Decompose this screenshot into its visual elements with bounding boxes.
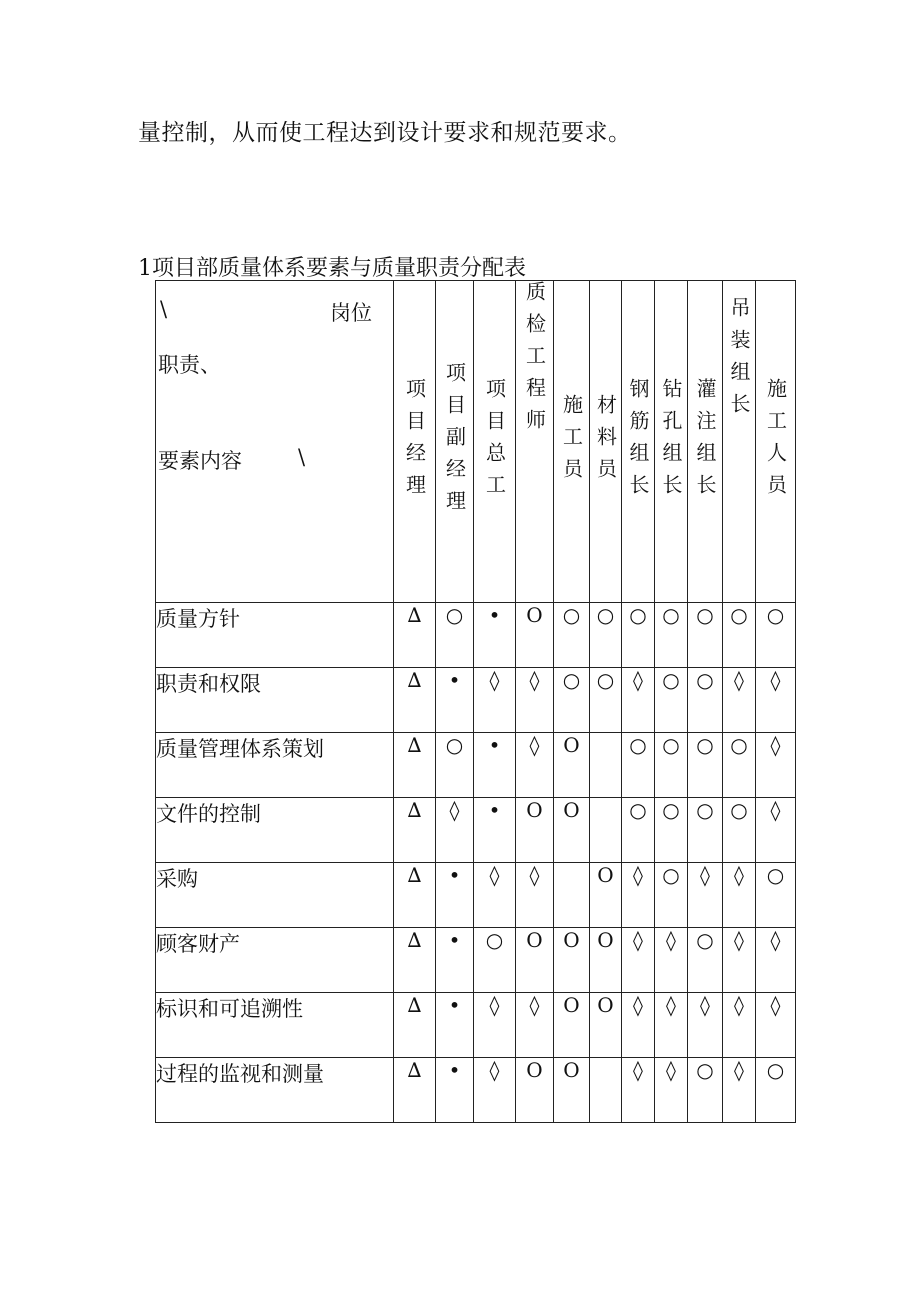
responsibility-cell: ◊ [756,928,796,993]
responsibility-cell: ○ [688,798,723,863]
responsibility-cell [590,733,622,798]
table-caption: 1项目部质量体系要素与质量职责分配表 [138,256,526,281]
responsibility-cell: ∆ [394,863,436,928]
responsibility-cell: • [436,668,474,733]
responsibility-cell: ◊ [723,1058,756,1123]
responsibility-cell: • [474,603,516,668]
corner-slash-top: \ [160,297,168,321]
responsibility-cell: • [436,993,474,1058]
responsibility-cell: ◊ [436,798,474,863]
responsibility-cell: ○ [655,798,688,863]
row-label: 标识和可追溯性 [156,993,394,1058]
responsibility-cell [554,863,590,928]
responsibility-cell: ◊ [655,1058,688,1123]
responsibility-cell: ∆ [394,1058,436,1123]
responsibility-cell: ○ [436,603,474,668]
responsibility-cell: ○ [688,603,723,668]
row-label: 文件的控制 [156,798,394,863]
table-row [156,1058,796,1123]
responsibility-cell: • [474,733,516,798]
responsibility-cell: • [474,798,516,863]
row-label: 职责和权限 [156,668,394,733]
responsibility-cell: ◊ [723,668,756,733]
corner-header [156,281,394,603]
responsibility-cell: ○ [756,603,796,668]
corner-content-label: 要素内容 [158,449,242,473]
responsibility-cell: O [554,1058,590,1123]
responsibility-cell: O [516,928,554,993]
col-header: 灌注组长 [688,281,723,603]
responsibility-cell: ◊ [756,668,796,733]
row-label: 质量管理体系策划 [156,733,394,798]
corner-post-label: 岗位 [330,301,372,325]
responsibility-cell: ◊ [655,928,688,993]
responsibility-cell: ∆ [394,668,436,733]
responsibility-cell: ○ [756,863,796,928]
table-row [156,668,796,733]
responsibility-cell: ◊ [756,798,796,863]
responsibility-cell: ◊ [622,993,655,1058]
responsibility-cell: ∆ [394,798,436,863]
responsibility-cell: ○ [655,603,688,668]
responsibility-cell: O [516,603,554,668]
col-header: 质检工程师 [516,281,554,603]
responsibility-cell: ◊ [688,863,723,928]
responsibility-cell: ◊ [723,993,756,1058]
table-row [156,928,796,993]
col-header: 钻孔组长 [655,281,688,603]
table-row [156,863,796,928]
col-header: 项目经理 [394,281,436,603]
responsibility-matrix [155,280,796,1123]
responsibility-cell: ∆ [394,993,436,1058]
col-header: 材料员 [590,281,622,603]
responsibility-cell: O [554,733,590,798]
responsibility-cell: ○ [723,733,756,798]
corner-duty-label: 职责、 [158,353,221,377]
responsibility-cell: ○ [655,733,688,798]
responsibility-cell: ∆ [394,928,436,993]
responsibility-cell: ◊ [622,668,655,733]
responsibility-cell: ◊ [516,668,554,733]
responsibility-cell: ∆ [394,733,436,798]
responsibility-cell: ◊ [622,863,655,928]
col-header: 施工员 [554,281,590,603]
responsibility-cell: ○ [756,1058,796,1123]
responsibility-cell: ◊ [474,993,516,1058]
responsibility-cell: ◊ [474,668,516,733]
body-paragraph: 量控制，从而使工程达到设计要求和规范要求。 [138,120,632,146]
responsibility-cell: ○ [554,668,590,733]
responsibility-cell: ◊ [756,733,796,798]
responsibility-cell: O [554,928,590,993]
responsibility-cell: ○ [622,798,655,863]
responsibility-cell: ◊ [516,733,554,798]
responsibility-cell: O [590,863,622,928]
responsibility-cell: ○ [590,603,622,668]
corner-slash-bottom: \ [298,445,306,469]
table-row [156,733,796,798]
row-label: 过程的监视和测量 [156,1058,394,1123]
col-header: 钢筋组长 [622,281,655,603]
responsibility-cell: ◊ [516,993,554,1058]
col-header: 项目总工 [474,281,516,603]
table-row [156,798,796,863]
responsibility-cell: ◊ [622,928,655,993]
row-label: 顾客财产 [156,928,394,993]
responsibility-cell: ◊ [756,993,796,1058]
responsibility-cell: ○ [688,1058,723,1123]
responsibility-cell: O [554,798,590,863]
responsibility-cell: ○ [688,928,723,993]
responsibility-cell: ○ [688,668,723,733]
responsibility-cell: O [516,798,554,863]
responsibility-cell: ◊ [723,928,756,993]
responsibility-cell: • [436,928,474,993]
responsibility-cell: ○ [723,798,756,863]
responsibility-cell: ∆ [394,603,436,668]
responsibility-cell: O [516,1058,554,1123]
row-label: 采购 [156,863,394,928]
responsibility-cell: ◊ [474,1058,516,1123]
responsibility-cell: • [436,1058,474,1123]
responsibility-cell: O [590,928,622,993]
col-header: 施工人员 [756,281,796,603]
responsibility-cell: O [554,993,590,1058]
responsibility-cell: ○ [655,668,688,733]
responsibility-cell: ○ [554,603,590,668]
responsibility-cell: • [436,863,474,928]
responsibility-cell [590,1058,622,1123]
responsibility-cell: ○ [622,603,655,668]
table-row [156,603,796,668]
responsibility-cell: ○ [474,928,516,993]
responsibility-cell: ○ [655,863,688,928]
responsibility-cell: ○ [723,603,756,668]
responsibility-cell: ○ [590,668,622,733]
responsibility-cell: ○ [436,733,474,798]
row-label: 质量方针 [156,603,394,668]
col-header: 吊装组长 [723,281,756,603]
responsibility-cell [590,798,622,863]
col-header: 项目副经理 [436,281,474,603]
responsibility-cell: ◊ [723,863,756,928]
header-row [156,281,796,603]
responsibility-cell: O [590,993,622,1058]
responsibility-cell: ◊ [622,1058,655,1123]
responsibility-cell: ◊ [516,863,554,928]
responsibility-cell: ◊ [655,993,688,1058]
responsibility-cell: ◊ [688,993,723,1058]
responsibility-cell: ○ [622,733,655,798]
responsibility-cell: ○ [688,733,723,798]
responsibility-cell: ◊ [474,863,516,928]
table-row [156,993,796,1058]
